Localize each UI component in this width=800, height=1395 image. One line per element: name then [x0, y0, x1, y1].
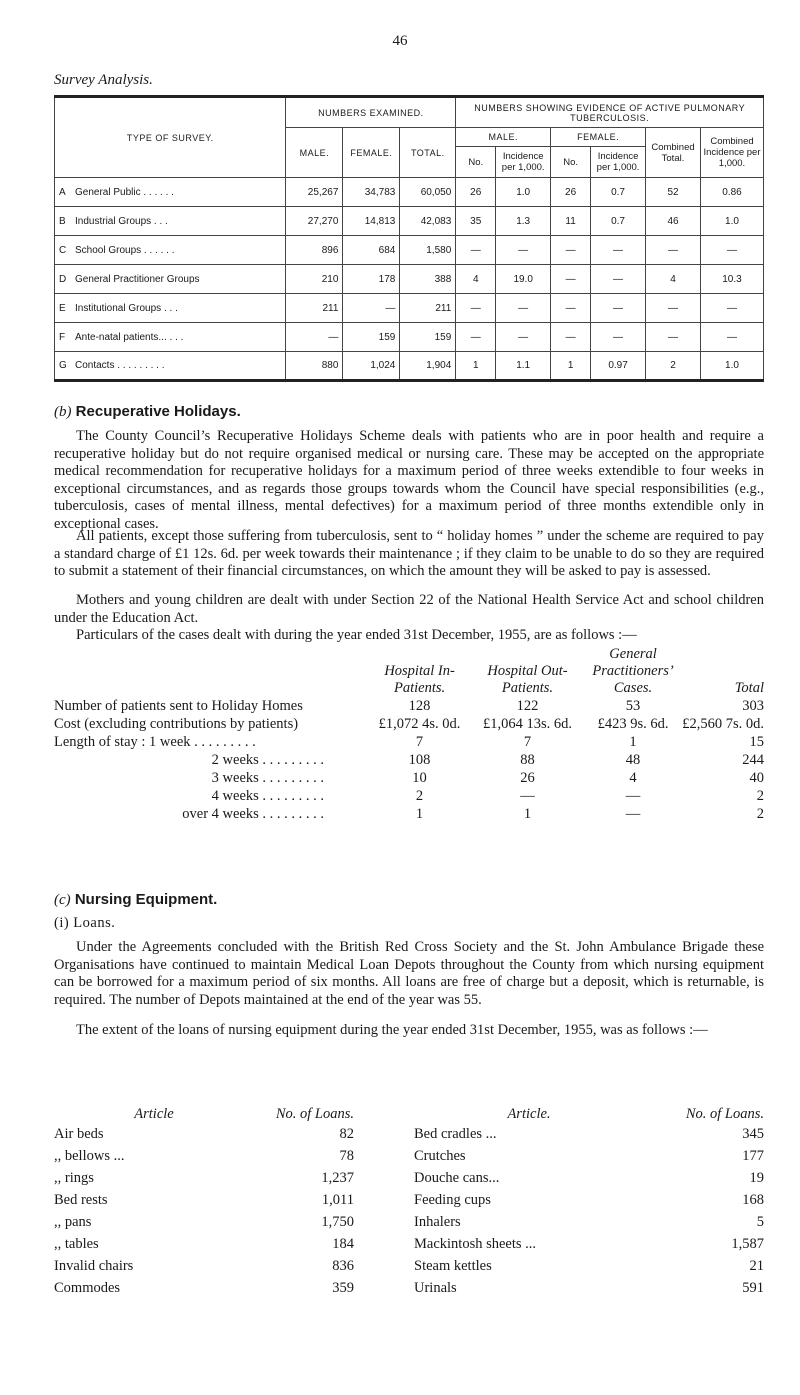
- leader-dots: . . . . . . . . .: [114, 360, 165, 371]
- header-numbers-examined: NUMBERS EXAMINED.: [286, 97, 456, 128]
- male-incidence-cell: —: [496, 294, 551, 323]
- nursing-paragraph-2: The extent of the loans of nursing equipment during the year ended 31st December, 1955, was as follows :—: [76, 1022, 708, 1038]
- loans-cell: 21: [749, 1257, 764, 1274]
- combined-total-cell: 52: [646, 178, 701, 207]
- gp-cases-cell: 53: [625, 697, 641, 714]
- female-no-cell: 1: [551, 352, 591, 381]
- recuperative-paragraph-1: The County Council’s Recuperative Holidays Scheme deals with patients who are in poor health and require a recuperative holiday but do not require organised medical or nursing care. These may be accepted on the appropriate medical recommendation for recuperative holidays for a maximum period of three weeks extendible to four weeks in exceptional circumstances, and as regards those groups towards whom the Council have special responsibilities (e.g., tuberculosis, cases of mental illness, mental defectives) for a maximum period of three months extendible only in exceptional cases.: [54, 428, 764, 532]
- leader-dots: . . .: [166, 331, 184, 343]
- table-row: [54, 1189, 764, 1211]
- loans-cell: 359: [332, 1279, 354, 1296]
- loans-cell: 82: [339, 1125, 354, 1142]
- table-row: [54, 1145, 764, 1167]
- section-letter: (b): [54, 404, 72, 420]
- in-patients-cell: 10: [412, 769, 427, 786]
- male-examined-cell: —: [286, 323, 343, 352]
- nursing-paragraph-1: Under the Agreements concluded with the British Red Cross Society and the St. John Ambulance Brigade these Organisations have continued to maintain Medical Loan Depots throughout the County from which nursing equipment can be borrowed for a maximum period of six months. All loans are free of charge but a deposit, which is returnable, is required. The number of Depots maintained at the end of the year was 55.: [54, 939, 764, 1008]
- header-female-examined: FEMALE.: [343, 128, 400, 178]
- article-cell: Bed rests: [54, 1191, 108, 1208]
- holiday-particulars-table: [54, 646, 764, 823]
- female-incidence-cell: 0.7: [591, 178, 646, 207]
- table-row: [54, 697, 764, 715]
- male-no-cell: 1: [456, 352, 496, 381]
- header-combined-incidence: Combined Incidence per 1,000.: [700, 128, 763, 178]
- table-row: [54, 1277, 764, 1299]
- total-cell: 303: [742, 697, 764, 714]
- table-row: [54, 733, 764, 751]
- male-examined-cell: 210: [286, 265, 343, 294]
- female-examined-cell: 14,813: [343, 207, 400, 236]
- header-active-tb: NUMBERS SHOWING EVIDENCE OF ACTIVE PULMONARY TUBERCULOSIS.: [456, 97, 764, 128]
- row-type: Ante-natal patients...: [75, 331, 167, 343]
- in-patients-cell: 128: [408, 697, 431, 714]
- row-type: School Groups: [75, 244, 142, 256]
- row-letter: B: [59, 215, 66, 227]
- survey-type-cell: [55, 207, 286, 236]
- male-incidence-cell: 19.0: [496, 265, 551, 294]
- female-no-cell: 26: [551, 178, 591, 207]
- nursing-heading: [54, 891, 217, 909]
- combined-incidence-cell: —: [700, 323, 763, 352]
- male-examined-cell: 211: [286, 294, 343, 323]
- table-row: [55, 294, 764, 323]
- loans-cell: 168: [742, 1191, 764, 1208]
- gp-cases-cell: £423 9s. 6d.: [597, 715, 669, 732]
- article-cell: Mackintosh sheets ...: [414, 1235, 537, 1252]
- header-article-2: Article.: [507, 1106, 551, 1122]
- male-no-cell: —: [456, 323, 496, 352]
- recuperative-paragraph-3: Mothers and young children are dealt with under Section 22 of the National Health Service Act and school children under the Education Act.: [54, 592, 764, 626]
- survey-type-cell: [55, 294, 286, 323]
- male-examined-cell: 27,270: [286, 207, 343, 236]
- total-examined-cell: 60,050: [400, 178, 456, 207]
- table-row: [54, 1255, 764, 1277]
- header-female-incidence: Incidence per 1,000.: [591, 147, 646, 178]
- row-letter: D: [59, 273, 67, 285]
- row-label: 3 weeks . . . . . . . . .: [211, 769, 325, 786]
- header-total: Total: [734, 680, 764, 696]
- survey-type-cell: [55, 352, 286, 381]
- article-cell: ,, bellows ...: [54, 1147, 125, 1164]
- combined-total-cell: 4: [646, 265, 701, 294]
- male-no-cell: —: [456, 294, 496, 323]
- loans-cell: 19: [749, 1169, 764, 1186]
- page-number: 46: [392, 33, 408, 49]
- table-row: [55, 265, 764, 294]
- combined-total-cell: —: [646, 294, 701, 323]
- out-patients-cell: 26: [520, 769, 535, 786]
- survey-analysis-table: [54, 95, 764, 382]
- article-cell: Douche cans...: [414, 1169, 500, 1186]
- female-no-cell: —: [551, 236, 591, 265]
- loans-cell: 1,587: [731, 1235, 764, 1252]
- table-row: [54, 1211, 764, 1233]
- loans-cell: 591: [742, 1279, 764, 1296]
- row-label: Length of stay : 1 week . . . . . . . . .: [54, 733, 256, 750]
- gp-cases-cell: 1: [629, 733, 637, 750]
- article-cell: ,, tables: [54, 1235, 99, 1252]
- survey-type-cell: [55, 265, 286, 294]
- article-cell: Commodes: [54, 1279, 121, 1296]
- leader-dots: . . .: [161, 302, 178, 314]
- male-incidence-cell: 1.3: [496, 207, 551, 236]
- male-incidence-cell: —: [496, 236, 551, 265]
- total-cell: 2: [756, 805, 764, 822]
- article-cell: Crutches: [414, 1147, 466, 1164]
- female-incidence-cell: —: [591, 265, 646, 294]
- in-patients-cell: 108: [408, 751, 431, 768]
- total-examined-cell: 388: [400, 265, 456, 294]
- row-letter: G: [59, 360, 67, 371]
- female-incidence-cell: —: [591, 236, 646, 265]
- survey-type-cell: [55, 178, 286, 207]
- loans-cell: 177: [742, 1147, 764, 1164]
- total-cell: 244: [742, 751, 764, 768]
- total-examined-cell: 211: [400, 294, 456, 323]
- survey-type-cell: [55, 236, 286, 265]
- total-cell: 15: [749, 733, 764, 750]
- table-row: [54, 1233, 764, 1255]
- header-male-examined: MALE.: [286, 128, 343, 178]
- combined-total-cell: —: [646, 236, 701, 265]
- in-patients-cell: 7: [415, 733, 424, 750]
- female-examined-cell: 684: [343, 236, 400, 265]
- gp-cases-cell: 4: [629, 769, 637, 786]
- table-row: [54, 1167, 764, 1189]
- male-examined-cell: 896: [286, 236, 343, 265]
- female-examined-cell: 178: [343, 265, 400, 294]
- gp-cases-cell: 48: [625, 751, 641, 768]
- male-incidence-cell: —: [496, 323, 551, 352]
- table-row: [55, 323, 764, 352]
- article-cell: Urinals: [414, 1279, 457, 1296]
- combined-total-cell: 2: [646, 352, 701, 381]
- out-patients-cell: —: [520, 787, 535, 804]
- out-patients-cell: £1,064 13s. 6d.: [482, 715, 572, 732]
- male-no-cell: 26: [456, 178, 496, 207]
- loans-cell: 78: [339, 1147, 354, 1164]
- header-male-incidence: Incidence per 1,000.: [496, 147, 551, 178]
- table-row: [54, 1123, 764, 1145]
- article-cell: ,, pans: [54, 1213, 92, 1230]
- row-label: Number of patients sent to Holiday Homes: [54, 697, 303, 714]
- row-label: 4 weeks . . . . . . . . .: [211, 787, 325, 804]
- row-type: General Public: [75, 186, 141, 198]
- survey-type-cell: [55, 323, 286, 352]
- female-examined-cell: 1,024: [343, 352, 400, 381]
- out-patients-cell: 1: [523, 805, 532, 822]
- table-row: [54, 787, 764, 805]
- leader-dots: . . . . . .: [140, 186, 174, 198]
- male-incidence-cell: 1.0: [496, 178, 551, 207]
- combined-incidence-cell: —: [700, 294, 763, 323]
- loans-cell: 1,750: [321, 1213, 354, 1230]
- section-letter: (c): [54, 892, 71, 908]
- table-row: [54, 769, 764, 787]
- total-examined-cell: 42,083: [400, 207, 456, 236]
- male-incidence-cell: 1.1: [496, 352, 551, 381]
- article-cell: Inhalers: [414, 1213, 461, 1230]
- loans-cell: 184: [332, 1235, 354, 1252]
- table-row: [55, 178, 764, 207]
- loans-table: [54, 1085, 764, 1299]
- row-type: Institutional Groups: [75, 302, 162, 314]
- total-cell: £2,560 7s. 0d.: [682, 715, 764, 732]
- section-title: Nursing Equipment.: [74, 891, 218, 908]
- leader-dots: . . .: [151, 215, 168, 227]
- row-letter: A: [59, 186, 66, 198]
- leader-dots: . . . . . .: [141, 244, 175, 256]
- loans-cell: 836: [332, 1257, 354, 1274]
- article-cell: Steam kettles: [414, 1257, 492, 1274]
- header-female-evidence: FEMALE.: [551, 128, 646, 147]
- survey-heading: Survey Analysis.: [54, 72, 153, 88]
- female-examined-cell: —: [343, 294, 400, 323]
- header-female-no: No.: [551, 147, 591, 178]
- combined-total-cell: —: [646, 323, 701, 352]
- out-patients-cell: 88: [520, 751, 535, 768]
- female-no-cell: —: [551, 294, 591, 323]
- female-no-cell: —: [551, 265, 591, 294]
- table-row: [55, 207, 764, 236]
- article-cell: Bed cradles ...: [414, 1125, 497, 1142]
- combined-incidence-cell: 1.0: [700, 352, 763, 381]
- total-cell: 40: [749, 769, 764, 786]
- header-gp-cases: General Practitioners’ Cases.: [592, 646, 674, 696]
- female-incidence-cell: —: [591, 323, 646, 352]
- article-cell: Invalid chairs: [54, 1257, 134, 1274]
- loans-cell: 1,011: [321, 1191, 354, 1208]
- table-row: [54, 715, 764, 733]
- row-letter: E: [59, 302, 66, 314]
- header-total-examined: TOTAL.: [400, 128, 456, 178]
- table-row: [54, 751, 764, 769]
- out-patients-cell: 7: [523, 733, 532, 750]
- row-label: 2 weeks . . . . . . . . .: [211, 751, 325, 768]
- table-row: [55, 352, 764, 381]
- article-cell: Feeding cups: [414, 1191, 491, 1208]
- loans-cell: 5: [756, 1213, 764, 1230]
- header-out-patients: Hospital Out-Patients.: [487, 663, 568, 696]
- header-type-of-survey: TYPE OF SURVEY.: [55, 97, 286, 178]
- header-loans: No. of Loans.: [275, 1106, 354, 1122]
- header-male-no: No.: [456, 147, 496, 178]
- gp-cases-cell: —: [625, 787, 641, 804]
- combined-incidence-cell: 1.0: [700, 207, 763, 236]
- recuperative-paragraph-4: Particulars of the cases dealt with during the year ended 31st December, 1955, are as follows :—: [76, 627, 637, 643]
- recuperative-paragraph-2: All patients, except those suffering from tuberculosis, sent to “ holiday homes ” under the scheme are required to pay a standard charge of £1 12s. 6d. per week towards their maintenance ; if they claim to be unable to do so they are required to submit a statement of their financial circumstances, on which the amount they will be asked to pay is assessed.: [54, 528, 764, 579]
- female-incidence-cell: 0.97: [591, 352, 646, 381]
- female-incidence-cell: —: [591, 294, 646, 323]
- row-letter: C: [59, 244, 67, 256]
- female-examined-cell: 159: [343, 323, 400, 352]
- male-examined-cell: 25,267: [286, 178, 343, 207]
- row-letter: F: [59, 331, 66, 343]
- header-loans-2: No. of Loans.: [685, 1106, 764, 1122]
- table-row: [55, 236, 764, 265]
- combined-incidence-cell: 10.3: [700, 265, 763, 294]
- total-examined-cell: 1,580: [400, 236, 456, 265]
- loans-cell: 345: [742, 1125, 764, 1142]
- header-in-patients: Hospital In-Patients.: [384, 663, 455, 696]
- table-row: [54, 805, 764, 823]
- female-incidence-cell: 0.7: [591, 207, 646, 236]
- out-patients-cell: 122: [516, 697, 539, 714]
- total-examined-cell: 159: [400, 323, 456, 352]
- total-cell: 2: [756, 787, 764, 804]
- article-cell: Air beds: [54, 1125, 104, 1142]
- male-no-cell: 4: [456, 265, 496, 294]
- combined-total-cell: 46: [646, 207, 701, 236]
- row-type: General Practitioner Groups: [75, 273, 200, 285]
- loans-cell: 1,237: [321, 1169, 354, 1186]
- recuperative-heading: [54, 403, 241, 421]
- header-article: Article: [134, 1106, 174, 1122]
- article-cell: ,, rings: [54, 1169, 94, 1186]
- row-type: Industrial Groups: [75, 215, 152, 227]
- row-type: Contacts: [75, 360, 115, 371]
- row-label: Cost (excluding contributions by patients): [54, 715, 299, 732]
- male-examined-cell: 880: [286, 352, 343, 381]
- section-title: Recuperative Holidays.: [75, 403, 241, 420]
- loans-heading: (i) Loans.: [54, 915, 116, 931]
- male-no-cell: —: [456, 236, 496, 265]
- female-no-cell: —: [551, 323, 591, 352]
- female-examined-cell: 34,783: [343, 178, 400, 207]
- row-label: over 4 weeks . . . . . . . . .: [182, 805, 325, 822]
- in-patients-cell: 2: [415, 787, 424, 804]
- header-male-evidence: MALE.: [456, 128, 551, 147]
- header-combined-total: Combined Total.: [646, 128, 701, 178]
- female-no-cell: 11: [551, 207, 591, 236]
- combined-incidence-cell: —: [700, 236, 763, 265]
- combined-incidence-cell: 0.86: [700, 178, 763, 207]
- in-patients-cell: £1,072 4s. 0d.: [378, 715, 461, 732]
- total-examined-cell: 1,904: [400, 352, 456, 381]
- gp-cases-cell: —: [625, 805, 641, 822]
- in-patients-cell: 1: [415, 805, 424, 822]
- male-no-cell: 35: [456, 207, 496, 236]
